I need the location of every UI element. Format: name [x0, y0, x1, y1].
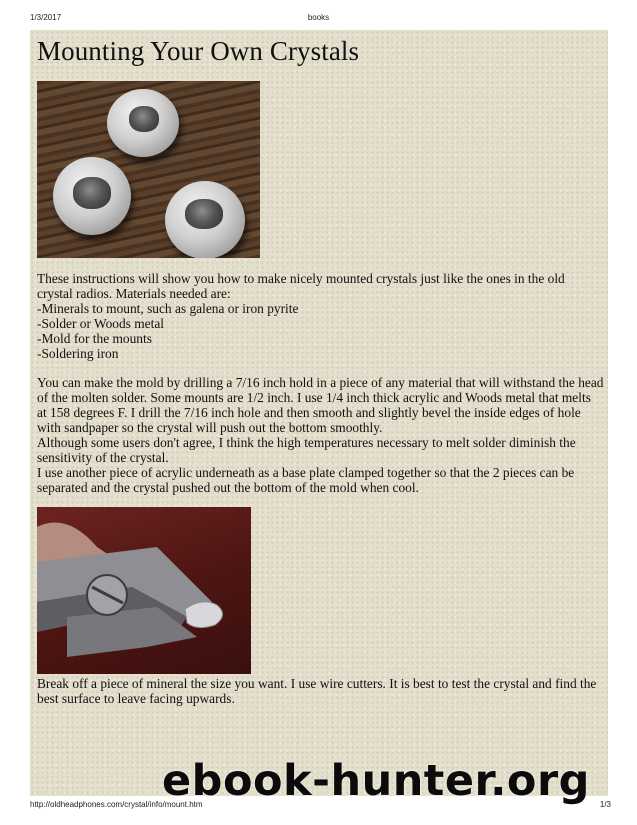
list-item: -Soldering iron — [37, 346, 119, 361]
text-line: best surface to leave facing upwards. — [37, 691, 235, 706]
text-line: of the molten solder. Some mounts are 1/2 inch. I use 1/4 inch thick acrylic and Woods metal that melts — [37, 390, 591, 405]
intro-text — [37, 271, 603, 361]
crystal-mount — [53, 157, 131, 235]
print-title: books — [307, 13, 330, 22]
text-line: with sandpaper so the crystal will push out the bottom smoothly. — [37, 420, 383, 435]
wire-cutters-photo — [37, 507, 251, 674]
page-url: http://oldheadphones.com/crystal/info/mount.htm — [30, 800, 203, 809]
text-line: I use another piece of acrylic underneath as a base plate clamped together so that the 2 pieces can be — [37, 465, 575, 480]
print-footer — [0, 800, 637, 812]
crystal-stone — [185, 199, 223, 229]
list-item: -Solder or Woods metal — [37, 316, 164, 331]
text-line: at 158 degrees F. I drill the 7/16 inch hole and then smooth and slightly bevel the inside edges of hole — [37, 405, 581, 420]
mounted-crystals-photo — [37, 81, 260, 258]
crystal-stone — [73, 177, 111, 209]
text-line: crystal radios. Materials needed are: — [37, 286, 231, 301]
list-item: -Mold for the mounts — [37, 331, 152, 346]
watermark: ebook-hunter.org — [162, 756, 590, 806]
page-number: 1/3 — [599, 800, 611, 809]
list-item: -Minerals to mount, such as galena or iron pyrite — [37, 301, 299, 316]
text-line: Break off a piece of mineral the size you want. I use wire cutters. It is best to test the crystal and find the — [37, 676, 597, 691]
text-line: separated and the crystal pushed out the bottom of the mold when cool. — [37, 480, 419, 495]
text-line: Although some users don't agree, I think the high temperatures necessary to melt solder diminish the — [37, 435, 576, 450]
crystal-mount — [107, 89, 179, 157]
wire-cutters-illustration — [37, 507, 251, 674]
print-date: 1/3/2017 — [30, 13, 62, 22]
page-content — [30, 30, 608, 796]
page-title: Mounting Your Own Crystals — [37, 36, 360, 66]
text-line: These instructions will show you how to make nicely mounted crystals just like the ones in the old — [37, 271, 565, 286]
text-line: sensitivity of the crystal. — [37, 450, 169, 465]
text-line: You can make the mold by drilling a 7/16 inch hold in a piece of any material that will withstand the head — [37, 375, 604, 390]
print-header — [0, 13, 637, 25]
crystal-stone — [129, 106, 159, 132]
break-text — [37, 676, 603, 706]
crystal-mount — [165, 181, 245, 258]
mold-text — [37, 375, 603, 495]
